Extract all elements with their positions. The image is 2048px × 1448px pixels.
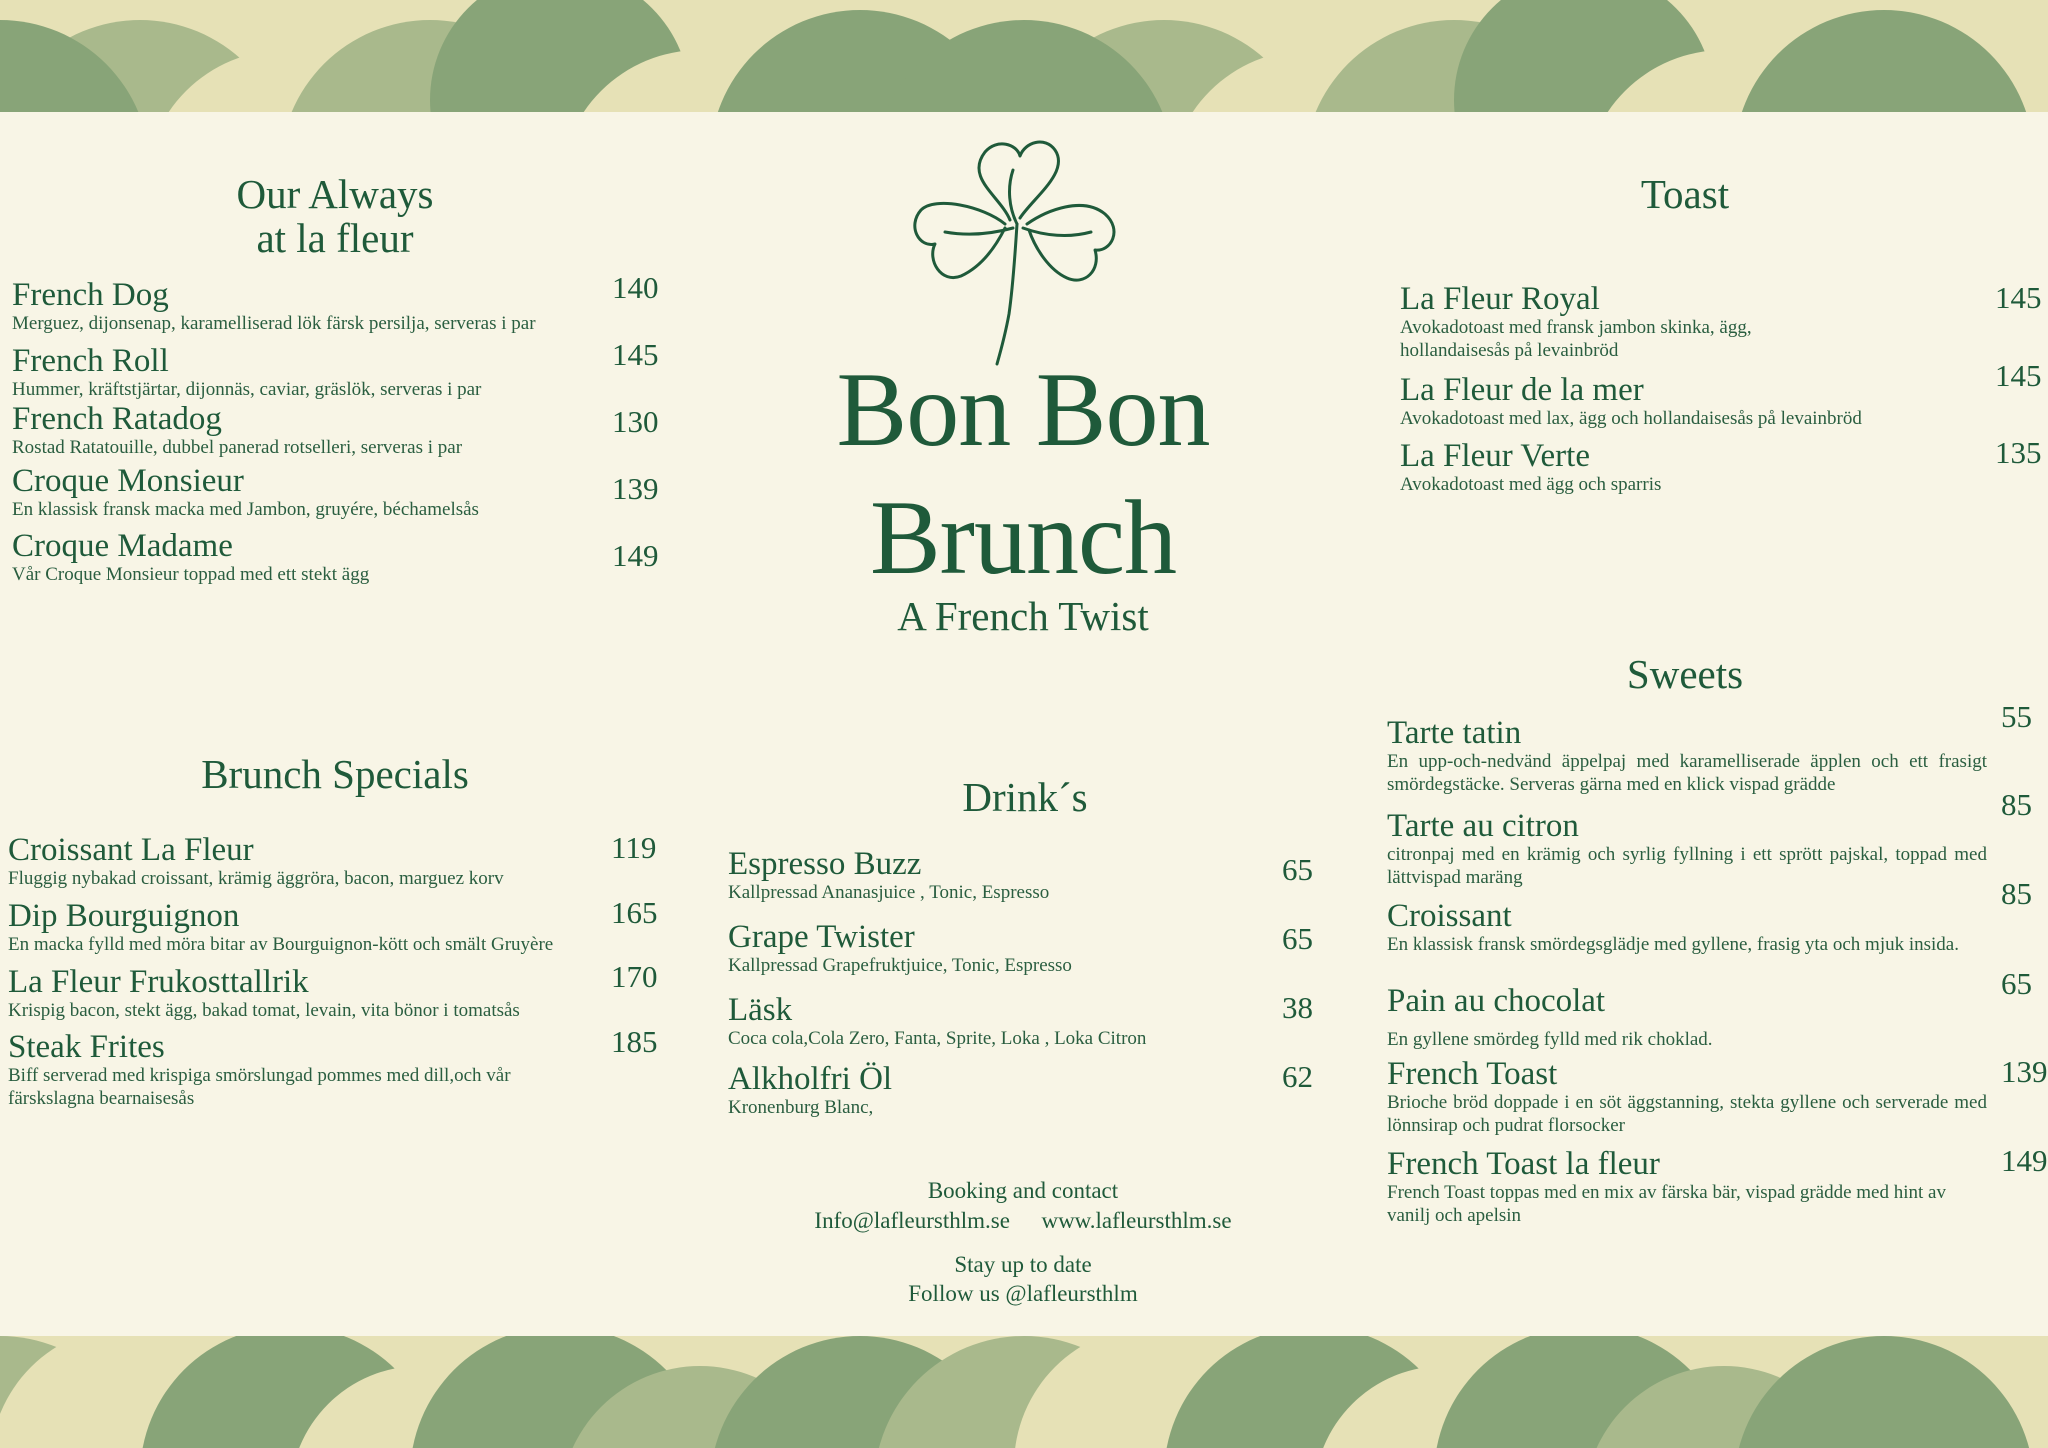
item-name: La Fleur Verte	[1400, 438, 1590, 474]
specials-item-steak-frites	[8, 1030, 528, 1110]
toast-title: Toast	[1640, 171, 1730, 217]
always-item-french-dog	[12, 278, 652, 335]
toast-item-la-fleur-royal	[1400, 282, 1820, 362]
item-name: Grape Twister	[728, 919, 915, 955]
specials-item-dip-bourguignon	[8, 899, 648, 956]
item-desc: Brioche bröd doppade i en söt äggstanning, stekta gyllene och serverade med lönnsirap och pudrat florsocker	[1387, 1092, 1987, 1136]
drinks-price-espresso-buzz: 65	[1282, 852, 1313, 887]
toast-item-la-fleur-de-la-mer	[1400, 373, 2000, 430]
item-name: Pain au chocolat	[1387, 983, 1606, 1019]
specials-price-croissant-la-fleur: 119	[611, 830, 657, 865]
item-name: Tarte tatin	[1387, 715, 1522, 751]
toast-price-la-fleur-de-la-mer: 145	[1995, 358, 2042, 393]
item-name: Espresso Buzz	[728, 846, 922, 882]
item-desc: Rostad Ratatouille, dubbel panerad rotselleri, serveras i par	[12, 437, 463, 458]
drinks-item-alkholfri-ol	[728, 1062, 1288, 1119]
drinks-price-lask: 38	[1282, 990, 1313, 1025]
item-name: La Fleur Frukosttallrik	[8, 964, 309, 1000]
item-name: Dip Bourguignon	[8, 898, 240, 934]
item-desc: Kronenburg Blanc,	[728, 1097, 874, 1118]
item-desc: En upp-och-nedvänd äppelpaj med karamelliserade äpplen och ett frasigt smördegstäcke. Serveras gärna med en klick vispad grädde	[1387, 751, 1987, 795]
always-price-french-dog: 140	[612, 270, 659, 305]
contact-stay: Stay up to date	[954, 1252, 1092, 1277]
sweets-price-pain-au-chocolat: 65	[2001, 966, 2032, 1001]
item-name: French Ratadog	[12, 401, 222, 437]
sweets-item-tarte-au-citron	[1387, 809, 1987, 889]
item-name: Croque Monsieur	[12, 463, 244, 499]
contact-heading: Booking and contact	[927, 1178, 1119, 1203]
always-price-french-roll: 145	[612, 337, 659, 372]
contact-email[interactable]: Info@lafleursthlm.se	[814, 1208, 1010, 1233]
always-item-french-ratadog	[12, 402, 652, 459]
item-name: French Roll	[12, 343, 169, 379]
always-item-croque-monsieur	[12, 464, 652, 521]
contact-website[interactable]: www.lafleursthlm.se	[1041, 1208, 1232, 1233]
top-decorative-band	[0, 0, 2048, 112]
sweets-price-french-toast: 139	[2001, 1054, 2048, 1089]
item-desc: Vår Croque Monsieur toppad med ett stekt ägg	[12, 564, 370, 585]
drinks-price-grape-twister: 65	[1282, 921, 1313, 956]
toast-price-la-fleur-verte: 135	[1995, 435, 2042, 470]
always-price-french-ratadog: 130	[612, 404, 659, 439]
item-name: Alkholfri Öl	[728, 1061, 893, 1097]
always-item-croque-madame	[12, 529, 652, 586]
always-price-croque-madame: 149	[612, 538, 659, 573]
item-desc: Biff serverad med krispiga smörslungad pommes med dill,och vår färskslagna bearnaisesås	[8, 1065, 511, 1109]
item-desc: Kallpressad Ananasjuice , Tonic, Espresso	[728, 882, 1050, 903]
always-title	[130, 172, 540, 260]
item-desc: Merguez, dijonsenap, karamelliserad lök färsk persilja, serveras i par	[12, 313, 536, 334]
drinks-item-grape-twister	[728, 920, 1288, 977]
sweets-item-french-toast-la-fleur	[1387, 1147, 1987, 1227]
item-desc: Avokadotoast med lax, ägg och hollandaisesås på levainbröd	[1400, 408, 1862, 429]
always-title-line2: at la fleur	[256, 215, 414, 261]
sweets-title: Sweets	[1626, 651, 1744, 697]
always-title-line1: Our Always	[236, 171, 434, 217]
item-name: French Dog	[12, 277, 169, 313]
always-item-french-roll	[12, 344, 652, 401]
drinks-price-alkholfri-ol: 62	[1282, 1059, 1313, 1094]
item-desc: Avokadotoast med ägg och sparris	[1400, 474, 1662, 495]
contact-links	[723, 1206, 1323, 1235]
toast-item-la-fleur-verte	[1400, 439, 1980, 496]
item-name: Läsk	[728, 992, 793, 1028]
item-name: Steak Frites	[8, 1029, 165, 1065]
specials-item-croissant-la-fleur	[8, 833, 648, 890]
brand-title-line2: Brunch	[869, 479, 1177, 596]
item-desc: En klassisk fransk macka med Jambon, gruyére, béchamelsås	[12, 499, 479, 520]
item-desc: Avokadotoast med fransk jambon skinka, ägg, hollandaisesås på levainbröd	[1400, 317, 1752, 361]
item-desc: En macka fylld med möra bitar av Bourguignon-kött och smält Gruyère	[8, 934, 554, 955]
item-name: French Toast	[1387, 1056, 1558, 1092]
sweets-price-french-toast-la-fleur: 149	[2001, 1143, 2048, 1178]
item-name: Croissant	[1387, 898, 1512, 934]
item-desc: Fluggig nybakad croissant, krämig äggröra, bacon, marguez korv	[8, 868, 504, 889]
specials-title: Brunch Specials	[201, 751, 469, 797]
item-desc: Hummer, kräftstjärtar, dijonnäs, caviar, gräslök, serveras i par	[12, 379, 482, 400]
item-desc: Krispig bacon, stekt ägg, bakad tomat, levain, vita bönor i tomatsås	[8, 1000, 520, 1021]
specials-price-dip-bourguignon: 165	[611, 895, 658, 930]
brand-tagline: A French Twist	[897, 593, 1149, 639]
drinks-item-espresso-buzz	[728, 847, 1288, 904]
item-name: La Fleur Royal	[1400, 281, 1600, 317]
clover-icon	[905, 136, 1135, 368]
bottom-decorative-band	[0, 1336, 2048, 1448]
item-name: Croque Madame	[12, 528, 233, 564]
item-name: Croissant La Fleur	[8, 832, 254, 868]
item-name: French Toast la fleur	[1387, 1146, 1660, 1182]
sweets-item-french-toast	[1387, 1057, 1987, 1137]
specials-price-steak-frites: 185	[611, 1024, 658, 1059]
item-name: Tarte au citron	[1387, 808, 1579, 844]
drinks-title: Drink´s	[962, 774, 1088, 820]
item-desc: Coca cola,Cola Zero, Fanta, Sprite, Loka , Loka Citron	[728, 1028, 1147, 1049]
drinks-item-lask	[728, 993, 1288, 1050]
sweets-item-croissant	[1387, 899, 1987, 956]
sweets-item-pain-au-chocolat	[1387, 984, 1987, 1051]
item-desc: French Toast toppas med en mix av färska bär, vispad grädde med hint av vanilj och apelsin	[1387, 1182, 1946, 1226]
sweets-price-tarte-tatin: 55	[2001, 699, 2032, 734]
brand-title-line1: Bon Bon	[836, 351, 1210, 468]
sweets-item-tarte-tatin	[1387, 716, 1987, 796]
item-name: La Fleur de la mer	[1400, 372, 1644, 408]
sweets-price-croissant: 85	[2001, 876, 2032, 911]
toast-price-la-fleur-royal: 145	[1995, 280, 2042, 315]
item-desc: citronpaj med en krämig och syrlig fyllning i ett sprött pajskal, toppad med lättvispad maräng	[1387, 844, 1987, 888]
sweets-price-tarte-au-citron: 85	[2001, 787, 2032, 822]
contact-follow[interactable]: Follow us @lafleursthlm	[908, 1281, 1138, 1306]
item-desc: En klassisk fransk smördegsglädje med gyllene, frasig yta och mjuk insida.	[1387, 934, 1959, 955]
item-desc: Kallpressad Grapefruktjuice, Tonic, Espresso	[728, 955, 1072, 976]
always-price-croque-monsieur: 139	[612, 471, 659, 506]
item-desc: En gyllene smördeg fylld med rik choklad.	[1387, 1029, 1713, 1050]
specials-price-frukosttallrik: 170	[611, 959, 658, 994]
specials-item-frukosttallrik	[8, 965, 648, 1022]
